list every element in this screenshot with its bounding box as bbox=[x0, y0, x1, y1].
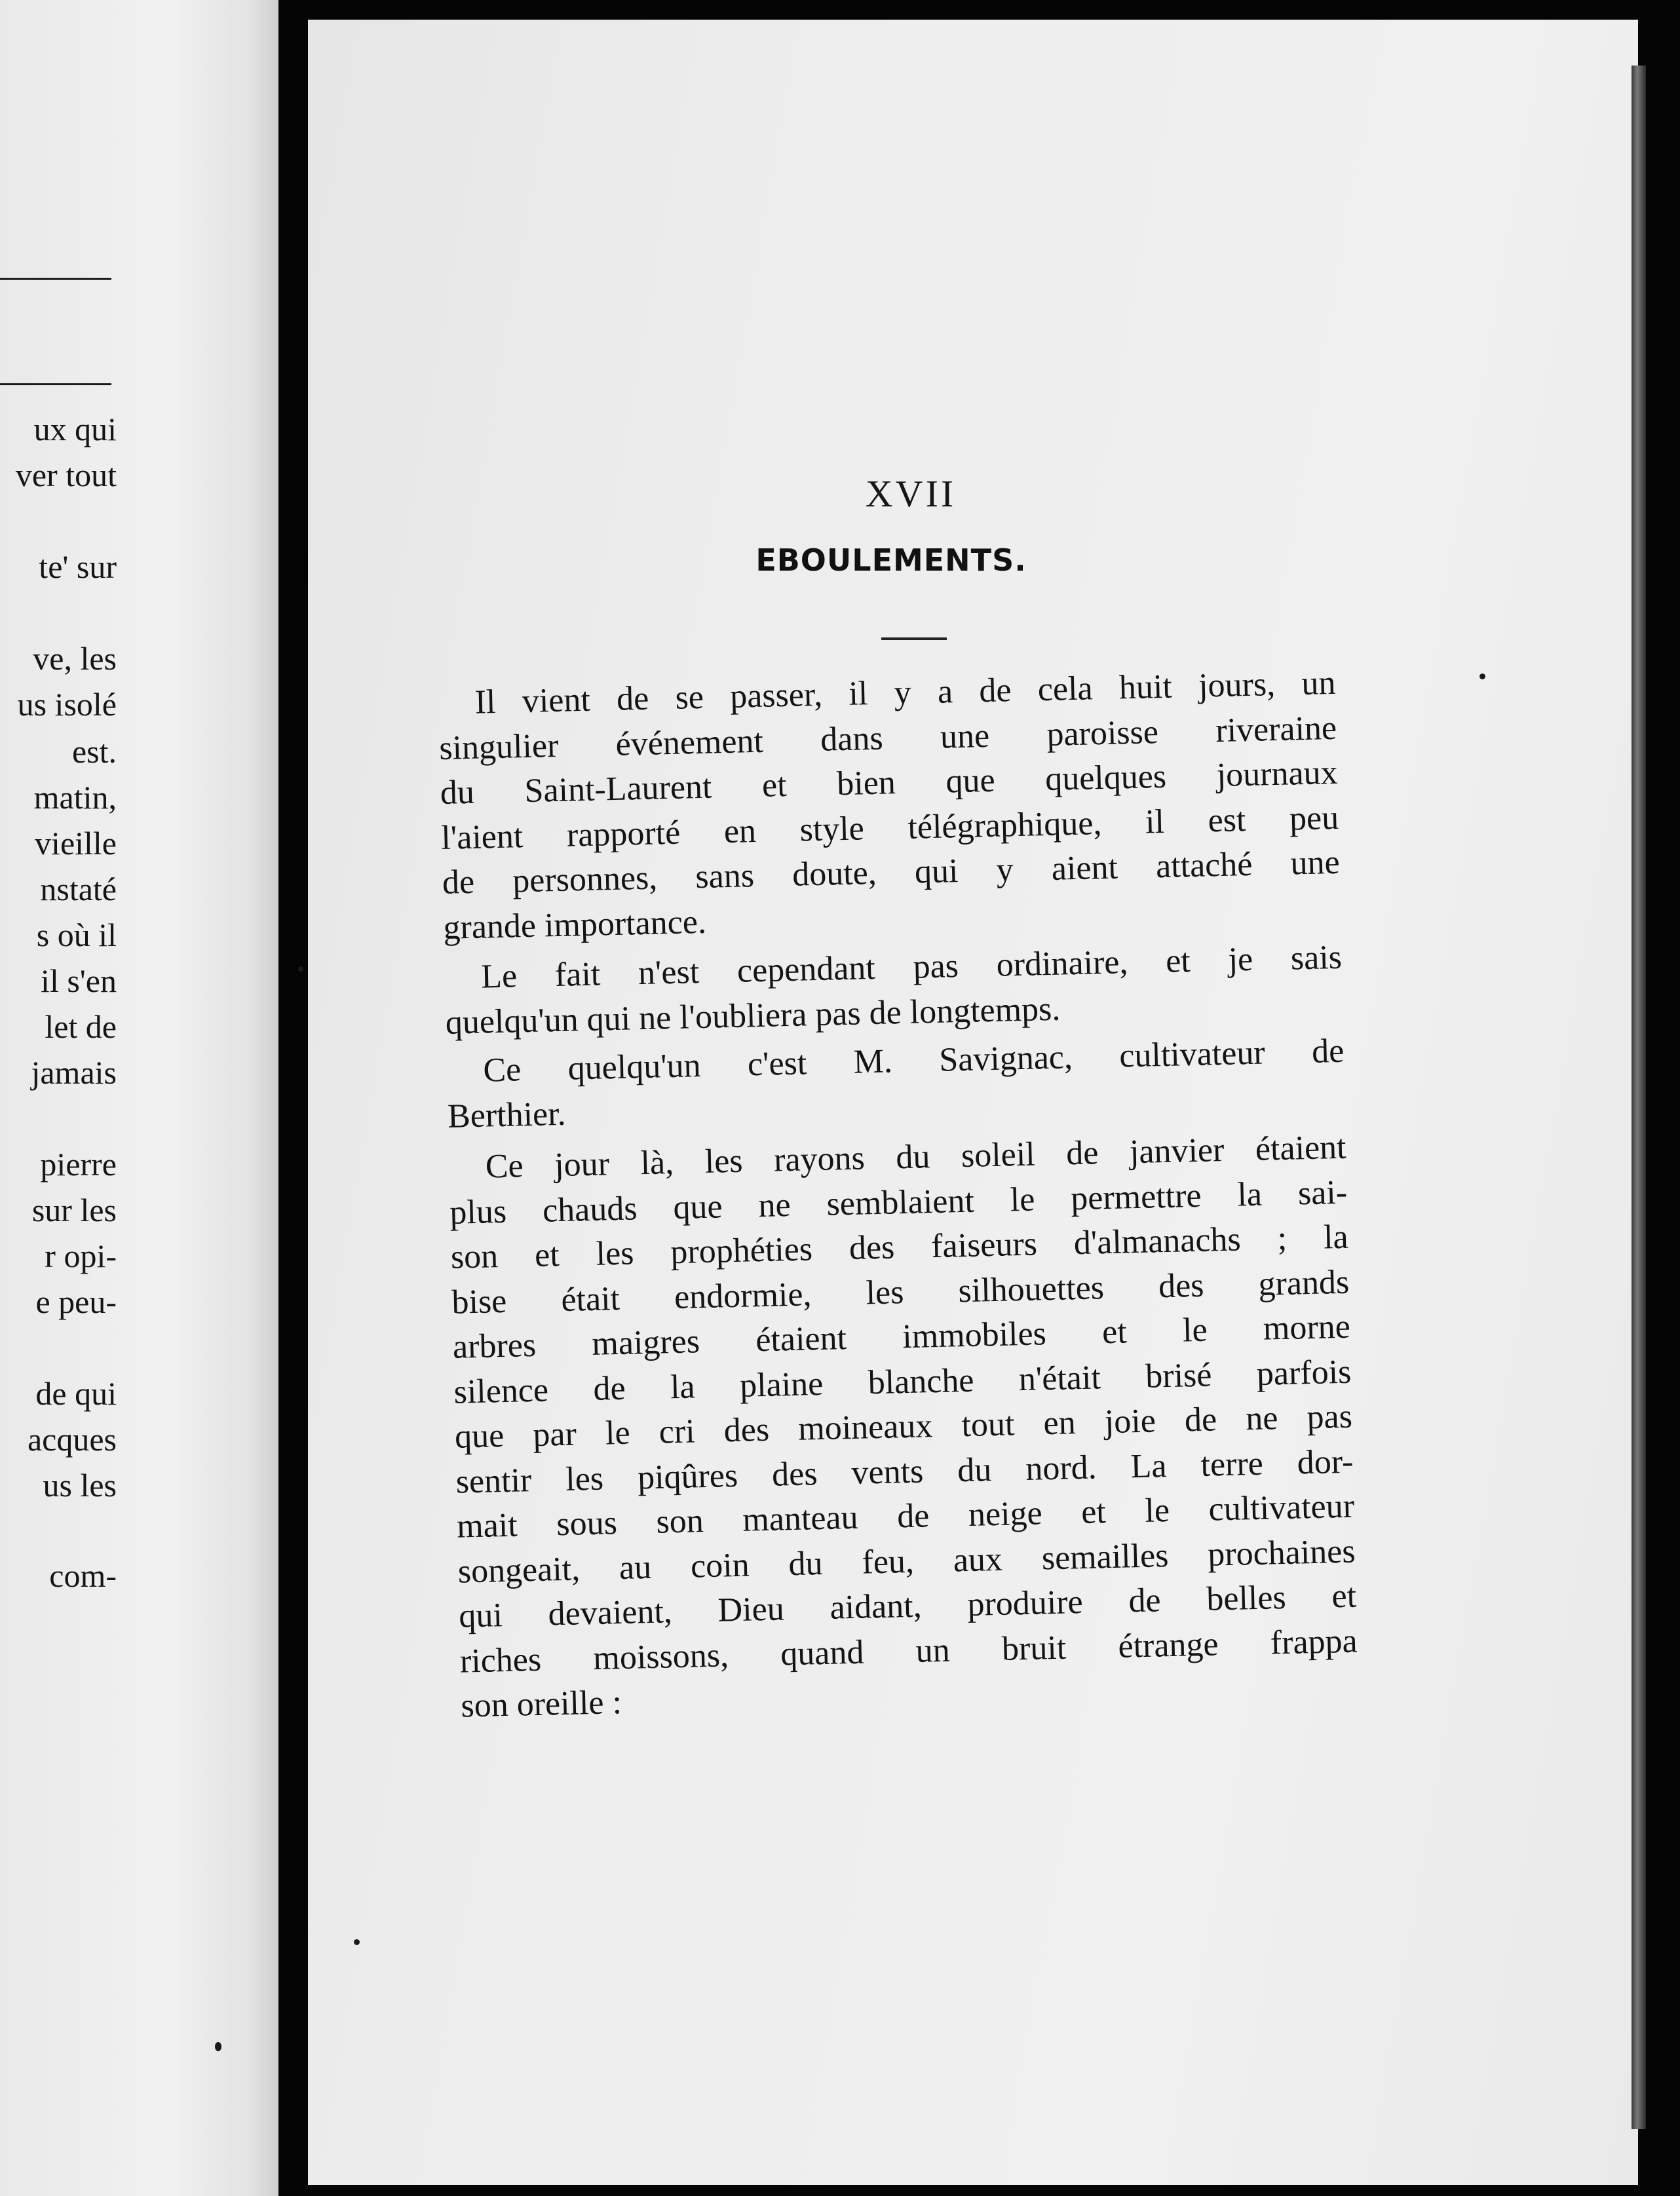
text-line: mait sous son manteau de neige et le cultivateur bbox=[456, 1487, 1355, 1545]
text-line: qui devaient, Dieu aidant, produire de belles et bbox=[458, 1577, 1357, 1635]
speck-mark bbox=[298, 966, 303, 972]
left-page-fragment: us les bbox=[43, 1467, 117, 1504]
left-page-fragment: pierre bbox=[40, 1146, 117, 1183]
text-line: que par le cri des moineaux tout en joie de ne pas bbox=[454, 1397, 1353, 1456]
left-page-fragment: sur les bbox=[31, 1192, 117, 1228]
paragraph bbox=[438, 661, 1341, 951]
text-line: l'aient rapporté en style télégraphique, il est peu bbox=[440, 799, 1339, 857]
title-rule bbox=[881, 637, 947, 640]
text-line: grande importance. bbox=[442, 903, 707, 947]
left-page-fragment: acques bbox=[27, 1421, 117, 1458]
speck-mark bbox=[1480, 673, 1485, 679]
text-line: singulier événement dans une paroisse riveraine bbox=[438, 709, 1337, 767]
left-page-fragment: est. bbox=[71, 733, 117, 770]
left-page-fragment: r opi- bbox=[45, 1238, 117, 1274]
left-page-fragment: ux qui bbox=[33, 411, 117, 447]
text-line: Ce quelqu'un c'est M. Savignac, cultivateur de bbox=[482, 1032, 1345, 1089]
chapter-title: EBOULEMENTS. bbox=[755, 542, 1027, 578]
left-page-fragment: ver tout bbox=[15, 457, 117, 493]
text-line: bise était endormie, les silhouettes des grands bbox=[451, 1263, 1350, 1321]
left-page-fragment: let de bbox=[45, 1008, 117, 1045]
text-line: Ce jour là, les rayons du soleil de janvier étaient bbox=[485, 1128, 1347, 1186]
page-stack-edge bbox=[1632, 66, 1646, 2129]
left-page-fragment: te' sur bbox=[39, 548, 117, 585]
book-gutter bbox=[278, 0, 308, 2196]
left-page-fragment: s où il bbox=[36, 917, 117, 953]
text-line: Berthier. bbox=[447, 1095, 567, 1135]
left-page-fragment: matin, bbox=[33, 779, 117, 816]
speck-mark bbox=[215, 2042, 221, 2051]
left-page-fragment: us isolé bbox=[17, 686, 117, 723]
text-line: du Saint-Laurent et bien que quelques journaux bbox=[440, 753, 1339, 812]
text-line: plus chauds que ne semblaient le permettre la sai- bbox=[449, 1173, 1348, 1232]
left-facing-page bbox=[0, 0, 278, 2196]
left-page-fragment: jamais bbox=[31, 1054, 117, 1091]
chapter-number: XVII bbox=[865, 472, 957, 515]
text-line: de personnes, sans doute, qui y aient attaché une bbox=[442, 843, 1341, 901]
left-page-rule-bottom bbox=[0, 383, 111, 385]
text-line: silence de la plaine blanche n'était brisé parfois bbox=[453, 1353, 1352, 1411]
text-line: songeait, au coin du feu, aux semailles prochaines bbox=[457, 1532, 1356, 1591]
text-line: son oreille : bbox=[460, 1684, 622, 1725]
text-line: quelqu'un qui ne l'oubliera pas de longtemps. bbox=[445, 990, 1061, 1042]
left-page-fragment: de qui bbox=[35, 1375, 117, 1412]
paragraph bbox=[446, 1029, 1346, 1139]
text-line: Il vient de se passer, il y a de cela huit jours, un bbox=[474, 664, 1337, 721]
paragraph bbox=[448, 1126, 1359, 1729]
left-page-fragment: vieille bbox=[35, 825, 117, 861]
left-page-fragment: il s'en bbox=[41, 962, 117, 999]
text-line: sentir les piqûres des vents du nord. La terre dor- bbox=[455, 1443, 1354, 1501]
left-page-rule-top bbox=[0, 278, 111, 280]
left-page-fragment: com- bbox=[49, 1557, 117, 1594]
left-page-fragment: nstaté bbox=[40, 871, 117, 907]
left-page-fragment: e peu- bbox=[35, 1283, 117, 1320]
speck-mark bbox=[354, 1939, 360, 1945]
text-line: riches moissons, quand un bruit étrange frappa bbox=[459, 1622, 1358, 1680]
chapter-body-text bbox=[438, 661, 1359, 1729]
text-line: Le fait n'est cependant pas ordinaire, et je sais bbox=[480, 938, 1343, 996]
text-line: arbres maigres étaient immobiles et le morne bbox=[452, 1308, 1351, 1366]
text-line: son et les prophéties des faiseurs d'almanachs ; la bbox=[450, 1218, 1349, 1276]
paragraph bbox=[444, 936, 1344, 1046]
left-page-fragment: ve, les bbox=[33, 640, 117, 677]
